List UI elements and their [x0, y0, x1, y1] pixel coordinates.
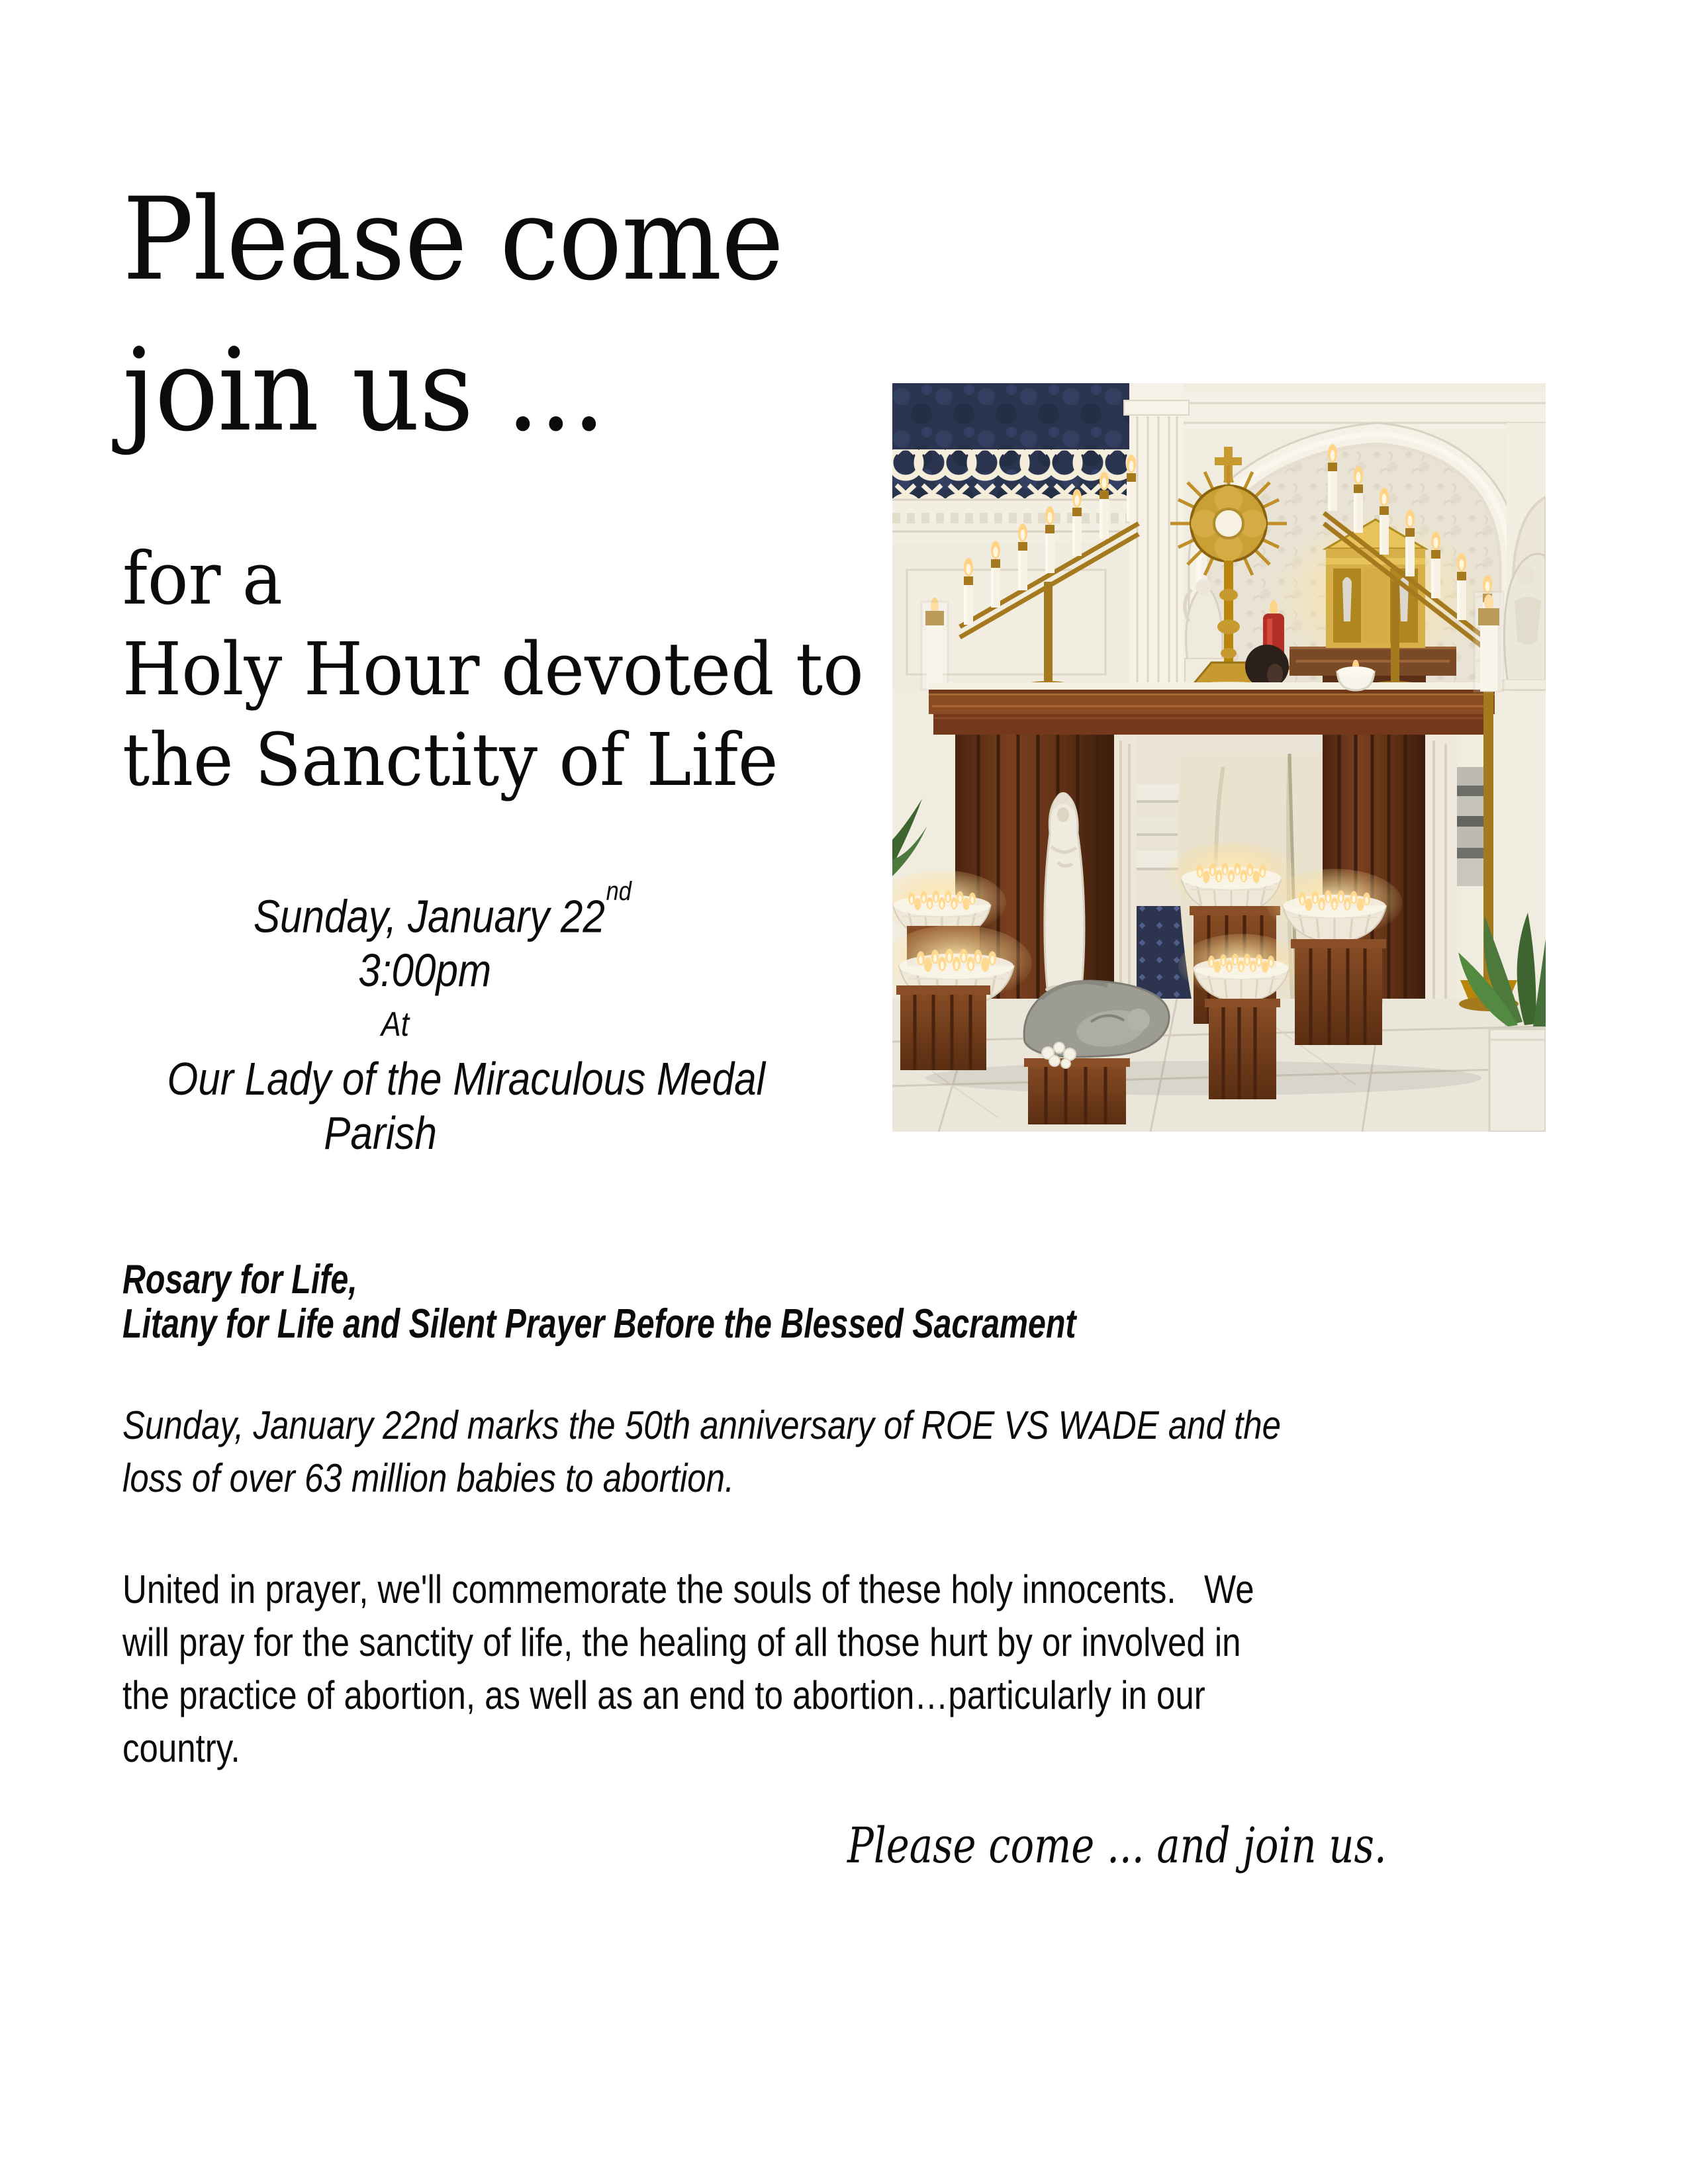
subtitle-line: for a: [122, 536, 283, 621]
paragraph-line: country.: [122, 1726, 240, 1770]
paragraph-line: the practice of abortion, as well as an end to abortion…particularly in our: [122, 1673, 1205, 1717]
angel-pedestal: [1028, 1058, 1126, 1124]
title-line: join us ...: [122, 324, 606, 457]
altar-photo: [892, 383, 1546, 1132]
host-icon: [1214, 509, 1243, 538]
event-preposition: At: [381, 1005, 410, 1044]
title-line: Please come: [122, 173, 784, 306]
bowl-pedestal: [896, 985, 990, 1070]
bowl-pedestal: [1291, 939, 1386, 1045]
devotion-line: Litany for Life and Silent Prayer Before the Blessed Sacrament: [122, 1301, 1076, 1347]
paragraph-line: will pray for the sanctity of life, the healing of all those hurt by or involved in: [122, 1620, 1241, 1664]
flyer-title: [122, 164, 783, 466]
left-hurricane-candle: [921, 598, 948, 690]
flyer-subtitle: [122, 533, 864, 805]
paragraph-line: loss of over 63 million babies to abortion.: [122, 1456, 735, 1500]
marian-statue: [1045, 792, 1084, 994]
event-details: [167, 877, 765, 1160]
subtitle-line: the Sanctity of Life: [122, 717, 778, 802]
date-ordinal-suffix: nd: [606, 877, 632, 906]
event-time: 3:00pm: [358, 944, 492, 997]
side-niche: [1503, 423, 1546, 690]
lattice-frieze: [892, 449, 1129, 498]
closing-invitation: Please come ... and join us.: [847, 1817, 1387, 1874]
devotion-line: Rosary for Life,: [122, 1257, 357, 1302]
tabernacle: [1266, 512, 1485, 690]
paragraph-line: United in prayer, we'll commemorate the souls of these holy innocents. We: [122, 1567, 1254, 1612]
white-planter: [1489, 1029, 1546, 1132]
anniversary-paragraph: [122, 1399, 1281, 1505]
subtitle-line: Holy Hour devoted to: [122, 627, 864, 711]
prayer-paragraph: [122, 1563, 1254, 1775]
event-venue: Our Lady of the Miraculous Medal: [167, 1053, 765, 1105]
event-venue: Parish: [324, 1107, 437, 1160]
bowl-pedestal: [1205, 999, 1280, 1099]
event-date: Sunday, January 22nd: [253, 877, 632, 942]
devotions-list: [122, 1257, 1076, 1346]
paragraph-line: Sunday, January 22nd marks the 50th anniversary of ROE VS WADE and the: [122, 1403, 1282, 1447]
